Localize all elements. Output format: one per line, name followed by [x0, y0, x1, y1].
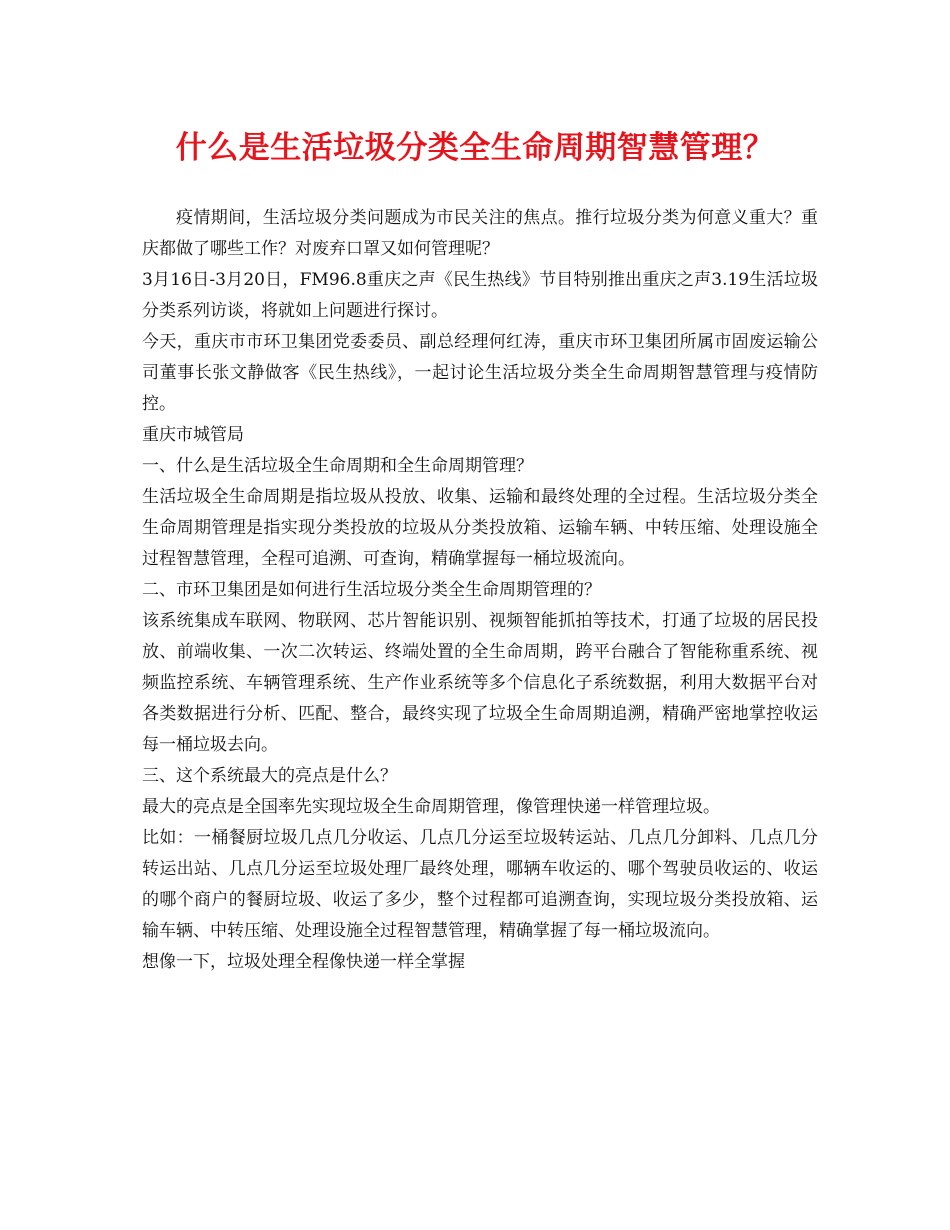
- example-paragraph: 比如：一桶餐厨垃圾几点几分收运、几点几分运至垃圾转运站、几点几分卸料、几点几分转运出站、几点几分运至垃圾处理厂最终处理，哪辆车收运的、哪个驾驶员收运的、收运的哪个商户的餐厨垃圾、收运了多少，整个过程都可追溯查询，实现垃圾分类投放箱、运输车辆、中转压缩、处理设施全过程智慧管理，精确掌握了每一桶垃圾流向。: [142, 828, 818, 941]
- answer-paragraph-1: 生活垃圾全生命周期是指垃圾从投放、收集、运输和最终处理的全过程。生活垃圾分类全生命周期管理是指实现分类投放的垃圾从分类投放箱、运输车辆、中转压缩、处理设施全过程智慧管理，全程可追溯、可查询，精确掌握每一桶垃圾流向。: [142, 487, 818, 569]
- document-body: [142, 203, 818, 978]
- paragraph-intro: 疫情期间，生活垃圾分类问题成为市民关注的焦点。推行垃圾分类为何意义重大？重庆都做了哪些工作？对废弃口罩又如何管理呢？: [142, 208, 818, 259]
- closing-line: 想像一下，垃圾处理全程像快递一样全掌握: [142, 952, 465, 972]
- answer-paragraph-3: 最大的亮点是全国率先实现垃圾全生命周期管理，像管理快递一样管理垃圾。: [142, 797, 720, 817]
- question-heading-1: 一、什么是生活垃圾全生命周期和全生命周期管理？: [142, 456, 533, 476]
- question-heading-3: 三、这个系统最大的亮点是什么？: [142, 766, 397, 786]
- question-heading-2: 二、市环卫集团是如何进行生活垃圾分类全生命周期管理的？: [142, 580, 601, 600]
- document-title: 什么是生活垃圾分类全生命周期智慧管理？: [175, 130, 775, 166]
- paragraph-source: 重庆市城管局: [142, 425, 244, 445]
- paragraph-guests: 今天，重庆市市环卫集团党委委员、副总经理何红涛，重庆市环卫集团所属市固废运输公司董事长张文静做客《民生热线》，一起讨论生活垃圾分类全生命周期智慧管理与疫情防控。: [142, 332, 818, 414]
- paragraph-schedule: 3月16日-3月20日，FM96.8重庆之声《民生热线》节目特别推出重庆之声3.19生活垃圾分类系列访谈，将就如上问题进行探讨。: [142, 270, 818, 321]
- answer-paragraph-2: 该系统集成车联网、物联网、芯片智能识别、视频智能抓拍等技术，打通了垃圾的居民投放、前端收集、一次二次转运、终端处置的全生命周期，跨平台融合了智能称重系统、视频监控系统、车辆管理系统、生产作业系统等多个信息化子系统数据，利用大数据平台对各类数据进行分析、匹配、整合，最终实现了垃圾全生命周期追溯，精确严密地掌控收运每一桶垃圾去向。: [142, 611, 818, 755]
